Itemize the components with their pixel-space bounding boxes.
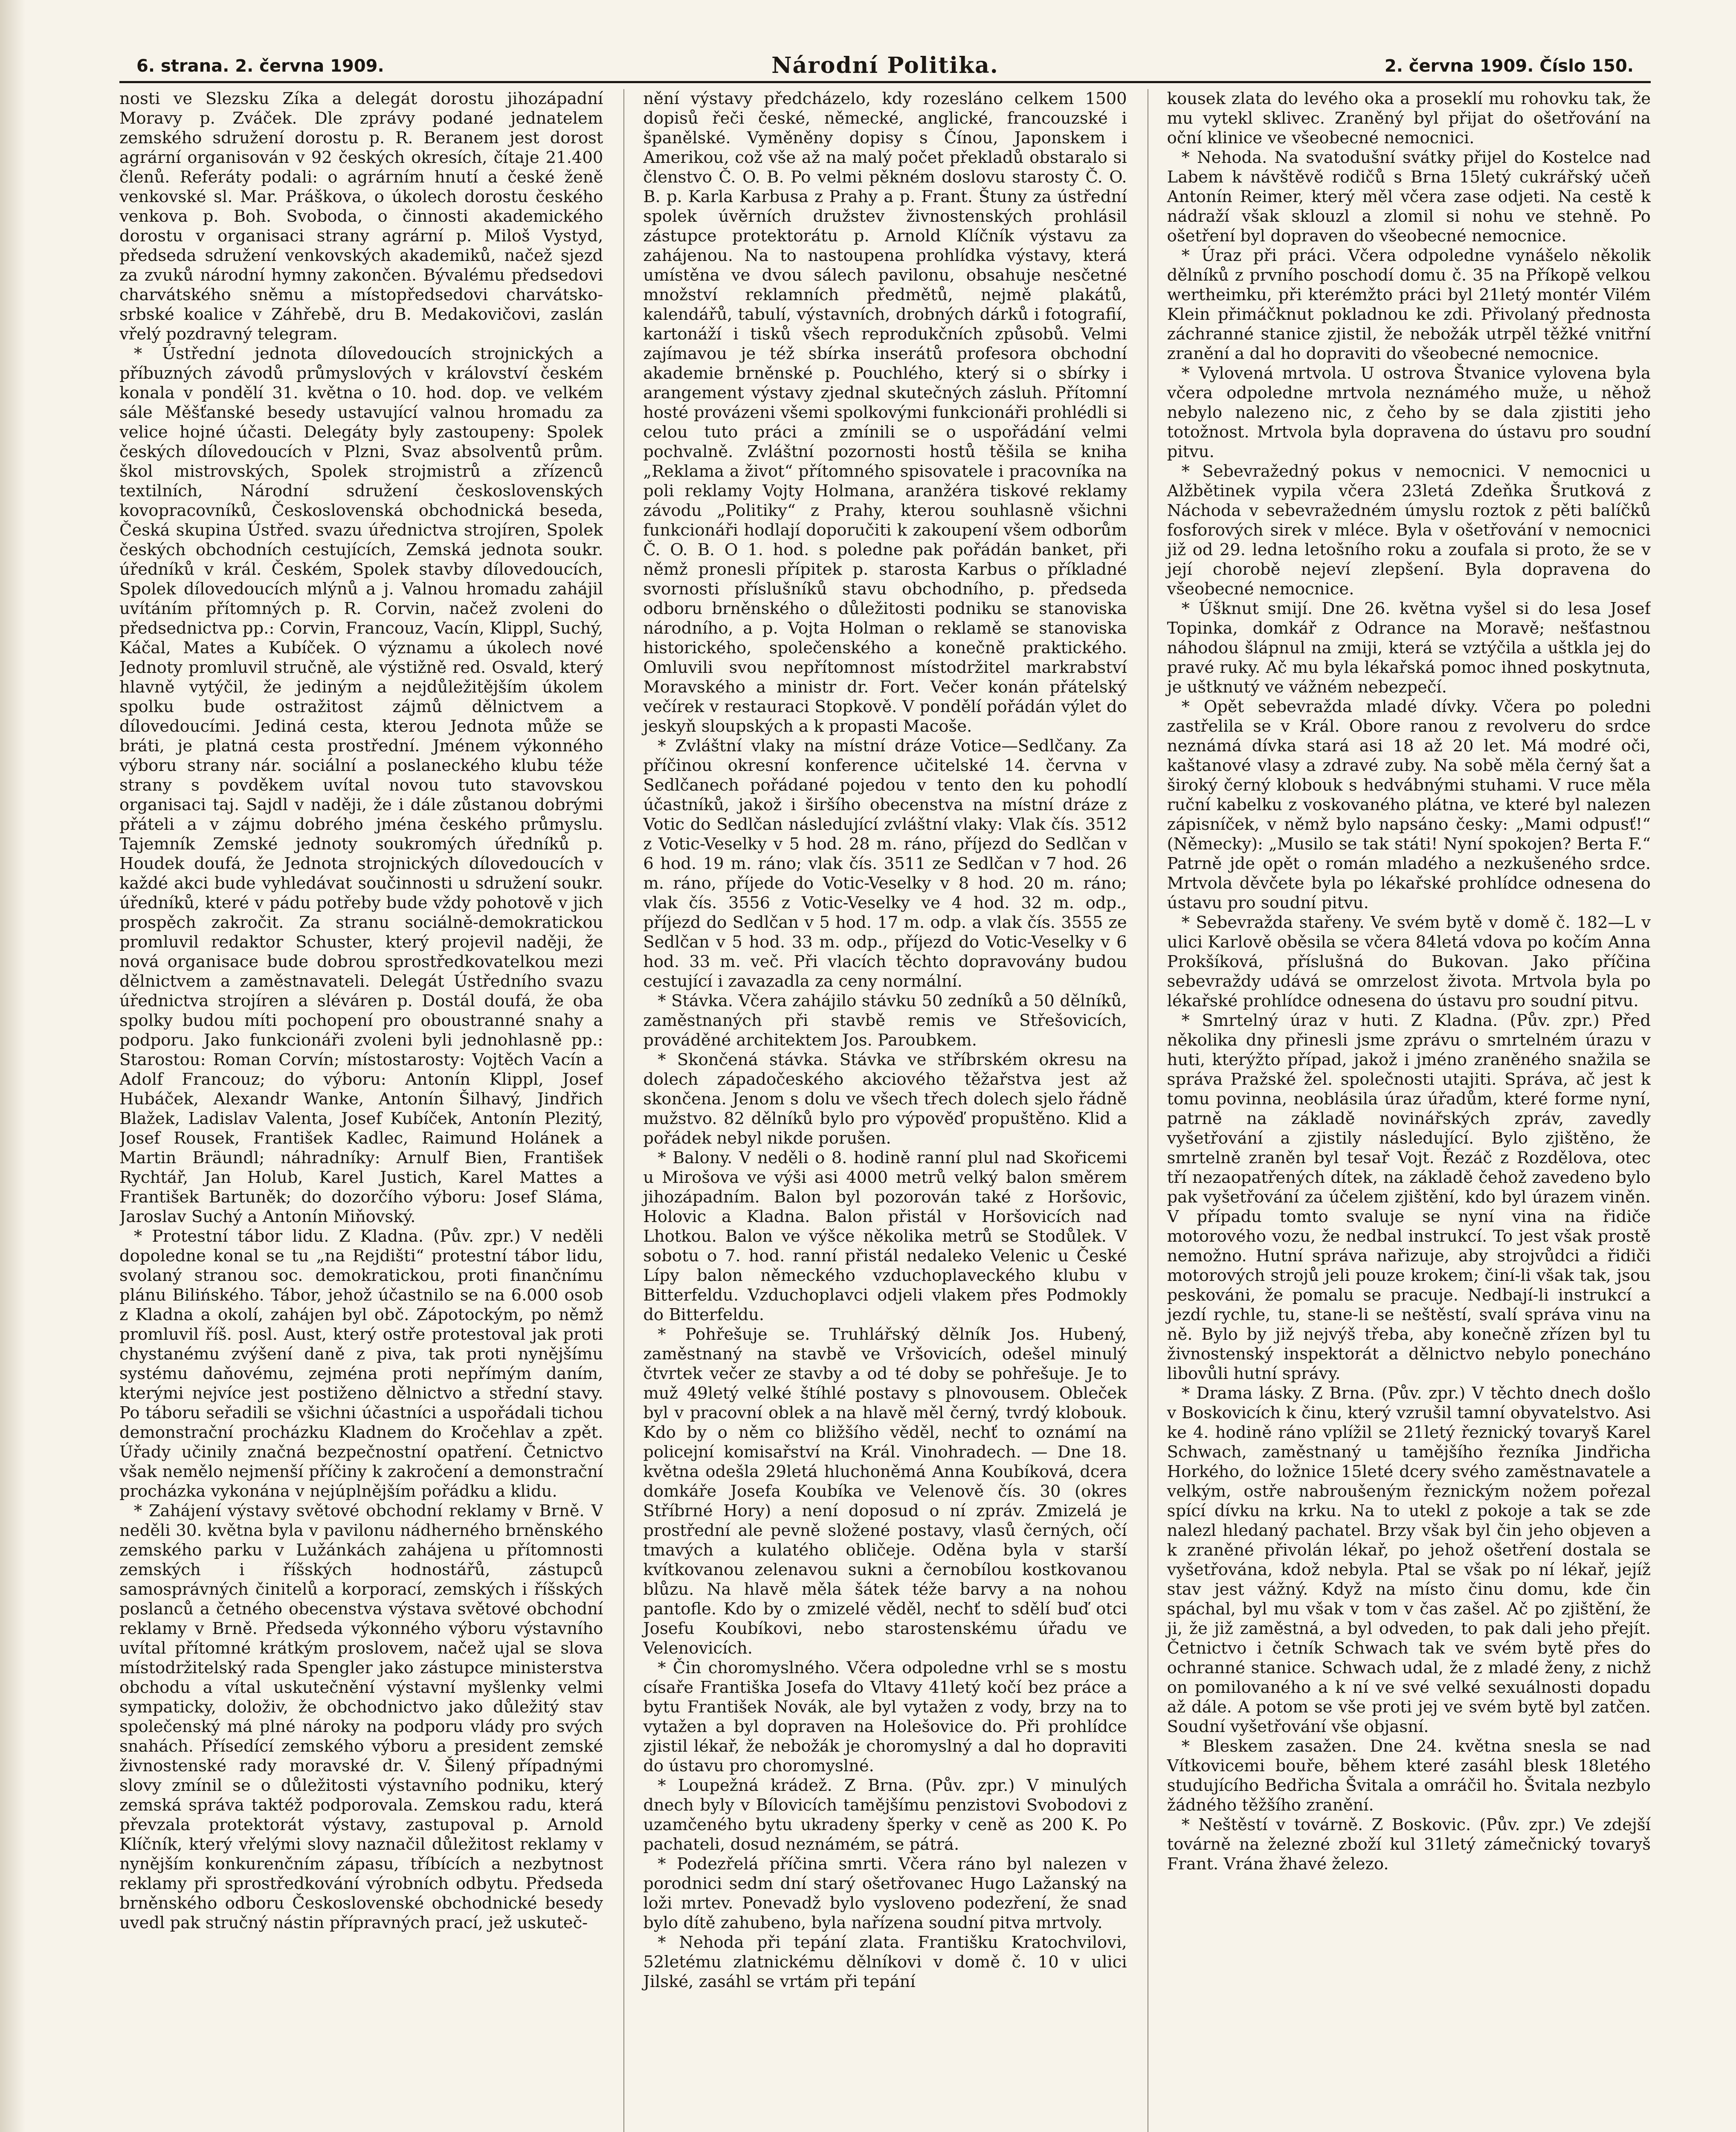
article-paragraph: * Podezřelá příčina smrti. Včera ráno byl nalezen v porodnici sedm dní starý ošetřovanec Hugo Lažanský na loži mrtev. Ponevadž bylo vysloveno podezření, že snad bylo dítě zahubeno, byla nařízena soudní pitva mrtvoly. — [643, 1854, 1127, 1932]
article-paragraph: * Skončená stávka. Stávka ve stříbrském okresu na dolech západočeského akciového těžařstva jest až skončena. Jenom s dolu ve všech třech dolech sjelo řádně mužstvo. 82 dělníků bylo pro výpověď propuštěno. Klid a pořádek nebyl nikde porušen. — [643, 1050, 1127, 1148]
column-3 — [1148, 89, 1651, 2132]
article-columns — [119, 89, 1651, 2132]
article-paragraph: * Úšknut smijí. Dne 26. května vyšel si do lesa Josef Topinka, domkář z Odrance na Moravě; nešťastnou náhodou šlápnul na zmiji, která se vztýčila a uštkla jej do pravé ruky. Ač mu byla lékařská pomoc ihned poskytnuta, je uštknutý ve vážném nebezpečí. — [1167, 599, 1651, 697]
article-paragraph: * Sebevražedný pokus v nemocnici. V nemocnici u Alžbětinek vypila včera 23letá Zdeňka Šrutková z Náchoda v sebevražedném úmyslu roztok z pěti balíčků fosforových sirek v mléce. Byla v ošetřování v nemocnici již od 29. ledna letošního roku a zoufala si proto, že se v její chorobě nejeví zlepšení. Byla dopravena do všeobecné nemocnice. — [1167, 462, 1651, 599]
column-1 — [119, 89, 603, 2132]
article-paragraph: * Sebevražda stařeny. Ve svém bytě v domě č. 182—L v ulici Karlově oběsila se včera 84letá vdova po kočím Anna Prokšíková, příslušná do Bukovan. Jako příčina sebevraždy udává se omrzelost života. Mrtvola byla po lékařské prohlídce odnesena do ústavu pro soudní pitvu. — [1167, 913, 1651, 1011]
article-paragraph: nosti ve Slezsku Zíka a delegát dorostu jihozápadní Moravy p. Zváček. Dle zprávy podané jednatelem zemského sdružení dorostu p. R. Beranem jest dorost agrární organisován v 92 českých okresích, čítaje 21.400 členů. Referáty podali: o agrárním hnutí a české ženě venkovské sl. Mar. Práškova, o úkolech dorostu českého venkova p. Boh. Svoboda, o činnosti akademického dorostu v organisaci strany agrární p. Miloš Vystyd, předseda sdružení venkovských akademiků, načež sjezd za zvuků národní hymny zakončen. Bývalému předsedovi charvátského sněmu a místopředsedovi charvátsko-srbské koalice v Záhřebě, dru B. Medakovičovi, zaslán vřelý pozdravný telegram. — [119, 89, 603, 344]
article-paragraph: * Nehoda. Na svatodušní svátky přijel do Kostelce nad Labem k návštěvě rodičů s Brna 15letý cukrářský učeň Antonín Reimer, který měl včera zase odjeti. Na cestě k nádraží však sklouzl a zlomil si nohu ve stehně. Po ošetření byl dopraven do všeobecné nemocnice. — [1167, 148, 1651, 246]
header-issue-number: 2. června 1909. Číslo 150. — [1384, 56, 1634, 76]
article-paragraph: * Zvláštní vlaky na místní dráze Votice—Sedlčany. Za příčinou okresní konference učitelské 14. června v Sedlčanech pořádané pojedou v tento den ku pohodlí účastníků, jakož i širšího obecenstva na místní dráze z Votic do Sedlčan následující zvláštní vlaky: Vlak čís. 3512 z Votic-Veselky v 5 hod. 28 m. ráno, příjezd do Sedlčan v 6 hod. 19 m. ráno; vlak čís. 3511 ze Sedlčan v 7 hod. 26 m. ráno, příjede do Votic-Veselky v 8 hod. 20 m. ráno; vlak čís. 3556 z Votic-Veselky ve 4 hod. 32 m. odp., příjezd do Sedlčan v 5 hod. 17 m. odp. a vlak čís. 3555 ze Sedlčan v 5 hod. 33 m. odp., příjezd do Votic-Veselky v 6 hod. 33 m. več. Při vlacích těchto dopravovány budou cestující i zavazadla za ceny normální. — [643, 736, 1127, 991]
column-2 — [623, 89, 1127, 2132]
article-paragraph: nění výstavy předcházelo, kdy rozesláno celkem 1500 dopisů řeči české, německé, anglické, francouzské i španělské. Vyměněny dopisy s Čínou, Japonskem i Amerikou, což vše až na malý počet překladů obstaralo si členstvo Č. O. B. Po velmi pěkném doslovu starosty Č. O. B. p. Karla Karbusa z Prahy a p. Frant. Štuny za ústřední spolek úvěrních družstev živnostenských prohlásil zástupce protektorátu p. Arnold Klíčník výstavu za zahájenou. Na to nastoupena prohlídka výstavy, která umístěna ve dvou sálech pavilonu, obsahuje nesčetné množství reklamních předmětů, nejmě plakátů, kalendářů, tabulí, výstavních, drobných dárků i fotografií, kartonáží i tisků všech reprodukčních způsobů. Velmi zajímavou je též sbírka inserátů profesora obchodní akademie brněnské p. Pouchlého, který si o sbírky i arangement výstavy zjednal skutečných zásluh. Přítomní hosté provázeni všemi spolkovými funkcionáři prohlédli si celou tuto práci a zmínili se o uspořádání velmi pochvalně. Zvláštní pozornosti hostů těšila se kniha „Reklama a život“ přítomného spisovatele i pracovníka na poli reklamy Vojty Holmana, aranžéra tiskové reklamy závodu „Politiky“ z Prahy, kterou souhlasně všichni funkcionáři hodlají doporučiti k zakoupení všem odborům Č. O. B. O 1. hod. s poledne pak pořádán banket, při němž pronesli přípitek p. starosta Karbus o příkladné svornosti příslušníků stavu obchodního, p. předseda odboru brněnského o důležitosti podniku se stanoviska národního, a p. Vojta Holman o reklamě se stanoviska historického, společenského a konečně praktického. Omluvili svou nepřítomnost místodržitel markrabství Moravského a ministr dr. Fort. Večer konán přátelský večírek v restauraci Stopkově. V pondělí pořádán výlet do jeskyň sloupských a k propasti Macoše. — [643, 89, 1127, 736]
article-paragraph: * Úraz při práci. Včera odpoledne vynášelo několik dělníků z prvního poschodí domu č. 35 na Příkopě velkou wertheimku, při kterémžto práci byl 21letý montér Vilém Klein přimáčknut pokladnou ke zdi. Přivolaný přednosta záchranné stanice zjistil, že nebožák utrpěl těžké vnitřní zranění a dal ho dopraviti do všeobecné nemocnice. — [1167, 246, 1651, 363]
article-paragraph: * Zahájení výstavy světové obchodní reklamy v Brně. V neděli 30. května byla v pavilonu nádherného brněnského zemského parku v Lužánkách zahájena u přítomnosti zemských i říšských hodnostářů, zástupců samosprávných činitelů a korporací, zemských i říšských poslanců a četného obecenstva výstava světové obchodní reklamy v Brně. Předseda výkonného výboru výstavního uvítal přítomné krátkým proslovem, načež ujal se slova místodržitelský rada Spengler jako zástupce ministerstva obchodu a vítal uskutečnění výstavní myšlenky velmi sympaticky, doloživ, že obchodnictvo jako důležitý stav společenský má plné nároky na podporu vlády pro svých snahách. Přísedící zemského výboru a president zemské živnostenské rady moravské dr. V. Šilený případnými slovy zmínil se o důležitosti výstavního podniku, který zemská správa taktéž podporovala. Zemskou radu, která převzala protektorát výstavy, zastupoval p. Arnold Klíčník, který vřelými slovy naznačil důležitost reklamy v nynějším konkurenčním zápasu, tříbících a nezbytnost reklamy při sprostředkování výrobních odbytu. Předseda brněnského odboru Československé obchodnické besedy uvedl pak stručný nástin přípravných prací, jež uskuteč- — [119, 1501, 603, 1932]
article-paragraph: * Drama lásky. Z Brna. (Pův. zpr.) V těchto dnech došlo v Boskovicích k činu, který vzrušil tamní obyvatelstvo. Asi ke 4. hodině ráno vplížil se 21letý řeznický tovaryš Karel Schwach, zaměstnaný u tamějšího řezníka Jindřicha Horkého, do ložnice 15leté dcery svého zaměstnavatele a velkým, ostře nabroušeným řeznickým nožem pořezal spící dívku na krku. Na to utekl z pokoje a tak se zde nalezl hledaný pachatel. Brzy však byl čin jeho objeven a k zraněné přivolán lékař, po jehož ošetření dostala se vyšetřována, kdož nebyla. Ptal se však po ní lékař, jejíž stav jest vážný. Když na místo činu domu, kde čin spáchal, byl mu však v tom v čas zašel. Ač po zjištění, že ji, že již zaměstná, a byl odveden, to pak dali jeho přejít. Četnictvo i četník Schwach tak ve svém bytě přes do ochranné stanice. Schwach udal, že z mladé ženy, z nichž on pomilovaného a k ní ve své velké sexuálnosti dopadu až dále. A potom se vše proti jej ve svém bytě byl zatčen. Soudní vyšetřování vše objasní. — [1167, 1384, 1651, 1736]
article-paragraph: kousek zlata do levého oka a proseklí mu rohovku tak, že mu vytekl sklivec. Zraněný byl přijat do ošetřování na oční klinice ve všeobecné nemocnici. — [1167, 89, 1651, 148]
page-header — [119, 30, 1651, 83]
article-paragraph: * Balony. V neděli o 8. hodině ranní plul nad Skořicemi u Mirošova ve výši asi 4000 metrů velký balon směrem jihozápadním. Balon byl pozorován také z Horšovic, Holovic a Kladna. Balon přistál v Horšovicích nad Lhotkou. Balon ve výšce několika metrů se Stodůlek. V sobotu o 7. hod. ranní přistál nedaleko Velenic u České Lípy balon německého vzduchoplaveckého klubu v Bitterfeldu. Vzduchoplavci odjeli vlakem přes Podmokly do Bitterfeldu. — [643, 1148, 1127, 1324]
article-paragraph: * Ústřední jednota dílovedoucích strojnických a příbuzných závodů průmyslových v království českém konala v pondělí 31. května o 10. hod. dop. ve velkém sále Měšťanské besedy ustavující valnou hromadu za velice hojné účasti. Delegáty byly zastoupeny: Spolek českých dílovedoucích v Plzni, Svaz absolventů prům. škol mistrovských, Spolek strojmistrů a zřízenců textilních, Národní sdružení československých kovopracovníků, Československá obchodnická beseda, Česká skupina Ústřed. svazu úřednictva strojíren, Spolek českých obchodních cestujících, Zemská jednota soukr. úředníků v král. Českém, Spolek stavby dílovedoucích, Spolek dílovedoucích mlýnů a j. Valnou hromadu zahájil uvítáním přítomných p. R. Corvin, načež zvoleni do předsednictva pp.: Corvin, Francouz, Vacín, Klippl, Suchý, Káčal, Mates a Kubíček. O významu a úkolech nové Jednoty promluvil stručně, ale výstižně red. Osvald, který hlavně vytýčil, že jediným a nejdůležitějším úkolem spolku bude ostražitost zájmů dělnictvem a dílovedoucími. Jediná cesta, kterou Jednota může se bráti, je platná cesta prostřední. Jménem výkonného výboru strany nár. sociální a poslaneckého klubu téže strany s povděkem uvítal novou tuto stavovskou organisaci taj. Sajdl v naději, že i dále zůstanou dobrými přáteli a v zájmu dobrého jména českého průmyslu. Tajemník Zemské jednoty soukromých úředníků p. Houdek doufá, že Jednota strojnických dílovedoucích v každé akci bude vyhledávat součinnosti u sdružení soukr. úředníků, které v pádu potřeby bude vždy pohotově v jich prospěch zakročit. Za stranu sociálně-demokratickou promluvil redaktor Schuster, který projevil naději, že nová organisace bude dobrou sprostředkovatelkou mezi dělnictvem a zaměstnavateli. Delegát Ústředního svazu úřednictva strojíren a sléváren p. Dostál doufá, že oba spolky budou míti pochopení pro oboustranné snahy a podporu. Jako funkcionáři zvoleni byli jednohlasně pp.: Starostou: Roman Corvín; místostarosty: Vojtěch Vacín a Adolf Francouz; do výboru: Antonín Klippl, Josef Hubáček, Alexandr Wanke, Antonín Šilhavý, Jindřich Blažek, Ladislav Valenta, Josef Kubíček, Antonín Plezitý, Josef Rousek, František Kadlec, Raimund Holánek a Martin Bräundl; náhradníky: Arnulf Bien, František Rychtář, Jan Holub, Karel Justich, Karel Mattes a František Bartuněk; do dozorčího výboru: Josef Sláma, Jaroslav Suchý a Antonín Miňovský. — [119, 344, 603, 1226]
masthead-title: Národní Politika. — [771, 52, 999, 78]
article-paragraph: * Nehoda při tepání zlata. Františku Kratochvilovi, 52letému zlatnickému dělníkovi v domě č. 10 v ulici Jilské, zasáhl se vrtám při tepání — [643, 1933, 1127, 1991]
article-paragraph: * Loupežná krádež. Z Brna. (Pův. zpr.) V minulých dnech byly v Bílovicích tamějšímu penzistovi Svobodovi z uzamčeného bytu ukradeny šperky v ceně as 200 K. Po pachateli, dosud neznámém, se pátrá. — [643, 1776, 1127, 1854]
article-paragraph: * Smrtelný úraz v huti. Z Kladna. (Pův. zpr.) Před několika dny přinesli jsme zprávu o smrtelném úrazu v huti, kterýžto případ, jakož i jméno zraněného snažila se správa Pražské žel. společnosti utajiti. Správa, ač jest k tomu povinna, neoblásila úraz úřadům, které forme nyní, patrně na základě novinářských zpráv, zavedly vyšetřování a zjistily následující. Bylo zjištěno, že smrtelně zraněn byl tesař Vojt. Řezáč z Rozdělova, otec tří nezaopatřených dítek, na základě čehož zavedeno bylo pak vyšetřování za účelem zjištění, kdo byl úrazem viněn. V případu tomto svaluje se nyní vina na řidiče motorového vozu, že nedbal instrukcí. To jest však prostě nemožno. Hutní správa nařizuje, aby strojvůdci a řidiči motorových strojů jeli pouze krokem; činí-li však tak, jsou peskováni, že pomalu se pracuje. Nedbají-li instrukcí a jezdí rychle, tu, stane-li se neštěstí, svalí správa vinu na ně. Bylo by již nejvýš třeba, aby konečně zřízen byl tu živnostenský inspektorát a dělnictvo nebylo ponecháno libovůli hutní správy. — [1167, 1011, 1651, 1383]
article-paragraph: * Opět sebevražda mladé dívky. Včera po poledni zastřelila se v Král. Obore ranou z revolveru do srdce neznámá dívka stará asi 18 až 20 let. Má modré oči, kaštanové vlasy a zdravé zuby. Na sobě měla černý šat a široký černý klobouk s hedvábnými stuhami. V ruce měla ruční kabelku z voskovaného plátna, ve které byl nalezen zápisníček, v němž bylo napsáno česky: „Mami odpusť!“ (Německy): „Musilo se tak státi! Nyní spokojen? Berta F.“ Patrně jde opět o román mladého a nezkušeného srdce. Mrtvola děvčete byla po lékařské prohlídce odnesena do ústavu pro soudní pitvu. — [1167, 697, 1651, 912]
article-paragraph: * Neštěstí v továrně. Z Boskovic. (Pův. zpr.) Ve zdejší továrně na železné zboží kul 31letý zámečnický tovaryš Frant. Vrána žhavé železo. — [1167, 1815, 1651, 1874]
article-paragraph: * Vylovená mrtvola. U ostrova Štvanice vylovena byla včera odpoledne mrtvola neznámého muže, u něhož nebylo nalezeno nic, z čeho by se dala zjistiti jeho totožnost. Mrtvola byla dopravena do ústavu pro soudní pitvu. — [1167, 364, 1651, 461]
article-paragraph: * Pohřešuje se. Truhlářský dělník Jos. Hubený, zaměstnaný na stavbě ve Vršovicích, odešel minulý čtvrtek večer ze stavby a od té doby se pohřešuje. Je to muž 49letý velké štíhlé postavy s plnovousem. Obleček byl v pracovní oblek a na hlavě měl černý, tvrdý klobouk. Kdo by o něm co bližšího věděl, nechť to oznámí na policejní komisařství na Král. Vinohradech. — Dne 18. května odešla 29letá hluchoněmá Anna Koubíková, dcera domkáře Josefa Koubíka ve Velenově čís. 30 (okres Stříbrné Hory) a není doposud o ní zpráv. Zmizelá je prostřední ale pevně složené postavy, vlasů černých, očí tmavých a kulatého obličeje. Oděna byla v starší kvítkovanou zelenavou sukni a černobílou kostkovanou blůzu. Na hlavě měla šátek téže barvy a na nohou pantofle. Kdo by o zmizelé věděl, nechť to sdělí buď otci Josefu Koubíkovi, nebo starostenskému úřadu ve Velenovicích. — [643, 1325, 1127, 1658]
article-paragraph: * Protestní tábor lidu. Z Kladna. (Pův. zpr.) V neděli dopoledne konal se tu „na Rejdišti“ protestní tábor lidu, svolaný stranou soc. demokratickou, proti finančnímu plánu Bilińského. Tábor, jehož účastnilo se na 6.000 osob z Kladna a okolí, zahájen byl obč. Zápotockým, po němž promluvil říš. posl. Aust, který ostře protestoval jak proti chystanému zvýšení daně z piva, tak proti nynějšímu systému daňovému, zejména proti nepřímým daním, kterými nejvíce jest postiženo dělnictvo a střední stavy. Po táboru seřadili se všichni účastníci a uspořádali tichou demonstrační procházku Kladnem do Kročehlav a zpět. Úřady učinily značná bezpečnostní opatření. Četnictvo však nemělo nejmenší příčiny k zakročení a demonstrační procházka vykonána v nejúplnějším pořádku a klidu. — [119, 1227, 603, 1501]
header-page-date: 6. strana. 2. června 1909. — [136, 56, 384, 76]
article-paragraph: * Bleskem zasažen. Dne 24. května snesla se nad Vítkovicemi bouře, během které zasáhl blesk 18letého studujícího Bedřicha Švitala a omráčil ho. Švitala nezbylo žádného těžšího zranění. — [1167, 1737, 1651, 1815]
article-paragraph: * Stávka. Včera zahájilo stávku 50 zedníků a 50 dělníků, zaměstnaných při stavbě remis ve Střešovicích, prováděné architektem Jos. Paroubkem. — [643, 991, 1127, 1050]
scan-edge — [0, 0, 26, 2132]
article-paragraph: * Čin choromyslného. Včera odpoledne vrhl se s mostu císaře Františka Josefa do Vltavy 41letý kočí bez práce a bytu František Novák, ale byl vytažen z vody, brzy na to vytažen a byl dopraven na Holešovice do. Při prohlídce zjistil lékař, že nebožák je choromyslný a dal ho dopraviti do ústavu pro choromyslné. — [643, 1658, 1127, 1776]
